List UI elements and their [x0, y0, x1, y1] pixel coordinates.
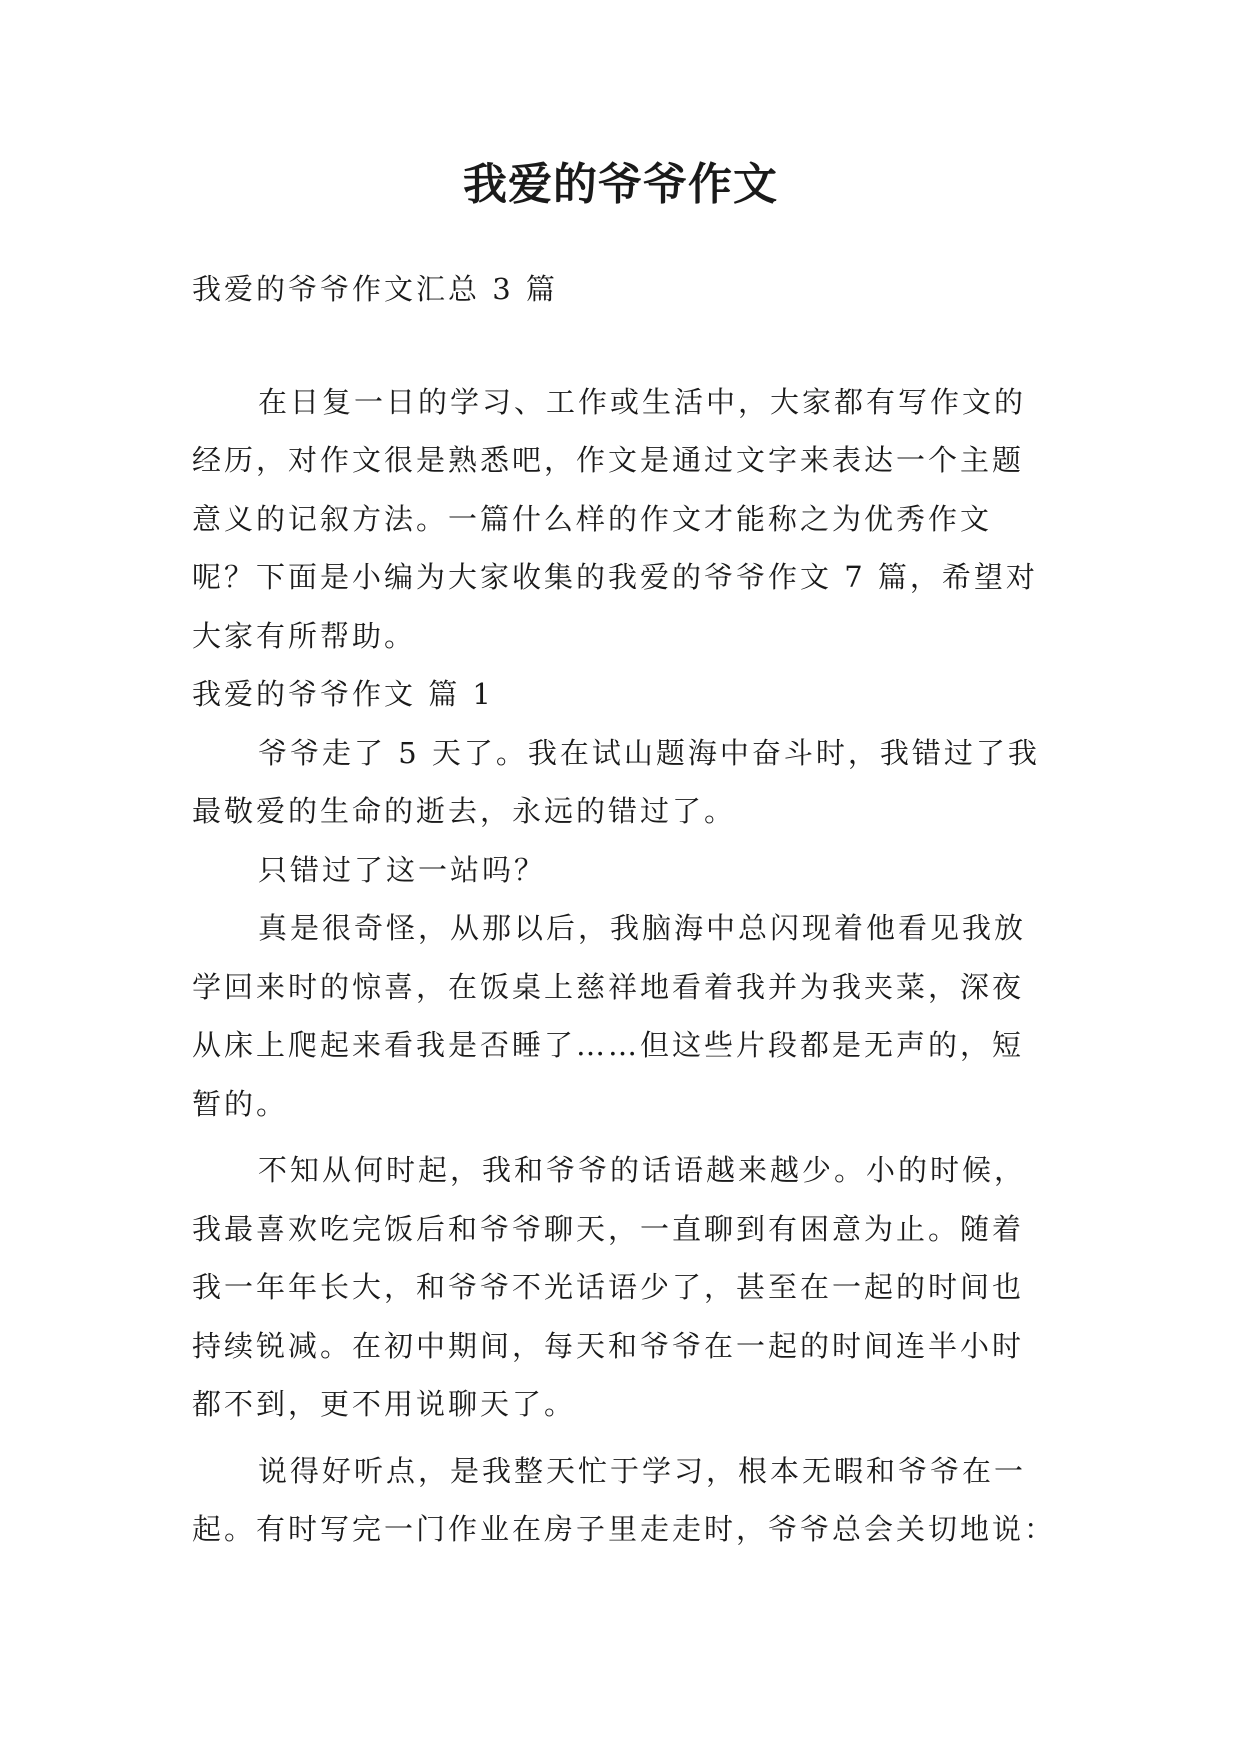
paragraph-line: 都不到，更不用说聊天了。 [192, 1387, 577, 1421]
paragraph-line: 经历，对作文很是熟悉吧，作文是通过文字来表达一个主题 [192, 443, 1025, 477]
paragraph-line: 从床上爬起来看我是否睡了……但这些片段都是无声的，短 [192, 1028, 1025, 1062]
paragraph-line: 我最喜欢吃完饭后和爷爷聊天，一直聊到有困意为止。随着 [192, 1211, 1025, 1246]
paragraph [192, 899, 1052, 1133]
paragraph-line: 呢？下面是小编为大家收集的我爱的爷爷作文 7 篇，希望对 [192, 560, 1038, 594]
paragraph-line: 真是很奇怪，从那以后，我脑海中总闪现着他看见我放 [258, 911, 1027, 945]
paragraph [192, 1442, 1057, 1559]
paragraph-line: 学回来时的惊喜，在饭桌上慈祥地看着我并为我夹菜，深夜 [192, 969, 1025, 1004]
paragraph-line: 大家有所帮助。 [192, 618, 417, 653]
paragraph-line: 我一年年长大，和爷爷不光话语少了，甚至在一起的时间也 [192, 1270, 1025, 1304]
paragraph-line: 持续锐减。在初中期间，每天和爷爷在一起的时间连半小时 [192, 1328, 1025, 1363]
paragraph-line: 爷爷走了 5 天了。我在试山题海中奋斗时，我错过了我 [258, 735, 1040, 770]
paragraph-line: 在日复一日的学习、工作或生活中，大家都有写作文的 [258, 384, 1027, 419]
paragraph-line: 不知从何时起，我和爷爷的话语越来越少。小的时候， [258, 1153, 1027, 1187]
paragraph-line: 说得好听点，是我整天忙于学习，根本无暇和爷爷在一 [258, 1453, 1027, 1488]
paragraph [192, 841, 1052, 900]
document-subtitle: 我爱的爷爷作文汇总 3 篇 [192, 272, 558, 306]
intro-paragraph [192, 373, 1052, 666]
paragraph-line: 只错过了这一站吗？ [258, 852, 547, 887]
spacer [192, 1133, 1052, 1141]
spacer [192, 1434, 1052, 1442]
paragraph-line: 暂的。 [192, 1086, 289, 1121]
paragraph-line: 意义的记叙方法。一篇什么样的作文才能称之为优秀作文 [192, 501, 993, 536]
paragraph [192, 1141, 1052, 1434]
paragraph [192, 724, 1052, 841]
document-body [192, 260, 1057, 1559]
paragraph-line: 最敬爱的生命的逝去，永远的错过了。 [192, 794, 737, 828]
section-heading: 我爱的爷爷作文 篇 1 [192, 677, 494, 711]
document-title: 我爱的爷爷作文 [463, 159, 778, 210]
spacer [192, 319, 1052, 373]
paragraph-line: 起。有时写完一门作业在房子里走走时，爷爷总会关切地说： [192, 1512, 1057, 1546]
